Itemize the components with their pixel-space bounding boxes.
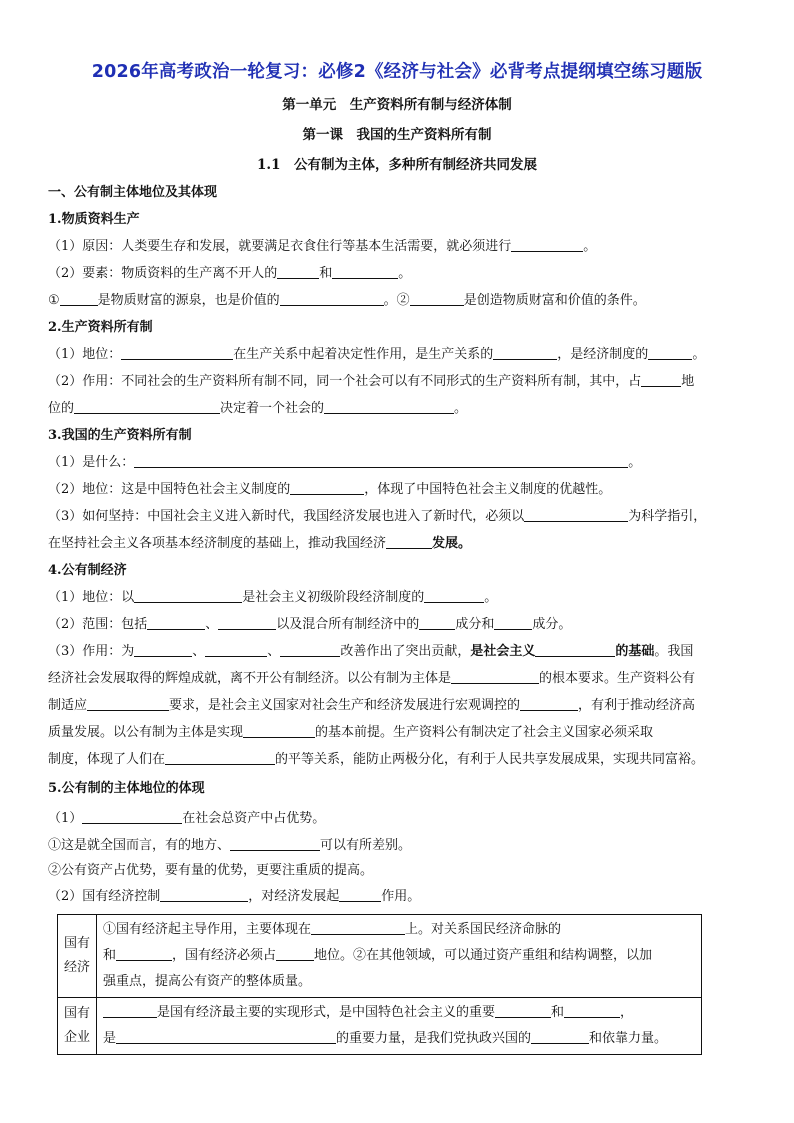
- text-line: 在坚持社会主义各项基本经济制度的基础上，推动我国经济 发展。: [48, 536, 472, 551]
- fill-blank[interactable]: [103, 1003, 157, 1018]
- row-header-state-enterprise: 国有企业: [58, 998, 97, 1055]
- fill-blank[interactable]: [116, 1029, 336, 1044]
- subsection-heading: 3.我国的生产资料所有制: [48, 428, 192, 443]
- subsection-heading: 5.公有制的主体地位的体现: [48, 781, 205, 796]
- text-line: （1）地位： 在生产关系中起着决定性作用，是生产关系的 ，是经济制度的 。: [48, 347, 706, 362]
- subsection-heading: 1.物质资料生产: [48, 212, 140, 227]
- table-row: [58, 915, 702, 998]
- table-cell: 是国有经济最主要的实现形式，是中国特色社会主义的重要 和 ， 是 的重要力量，是我们党执政兴国的 和依靠力量。: [97, 998, 702, 1055]
- text-line: （1）地位：以 是社会主义初级阶段经济制度的 。: [48, 590, 498, 605]
- fill-blank[interactable]: [276, 946, 314, 961]
- text-line: （3）如何坚持：中国社会主义进入新时代，我国经济发展也进入了新时代，必须以 为科学指引，: [48, 509, 707, 524]
- text-line: （1）是什么： 。: [48, 455, 642, 470]
- subsection-heading: 4.公有制经济: [48, 563, 127, 578]
- fill-blank[interactable]: [230, 836, 320, 851]
- fill-blank[interactable]: [451, 669, 539, 684]
- table-cell: ①国有经济起主导作用，主要体现在 上。对关系国民经济命脉的 和 ，国有经济必须占 地位。②在其他领域，可以通过资产重组和结构调整，以加 强重点，提高公有资产的整体质量。: [97, 915, 702, 998]
- table-row: [58, 998, 702, 1055]
- text-line: ②公有资产占优势，要有量的优势，更要注重质的提高。: [48, 863, 374, 878]
- fill-blank[interactable]: [116, 946, 172, 961]
- text-line: 经济社会发展取得的辉煌成就，离不开公有制经济。以公有制为主体是 的根本要求。生产资料公有: [48, 671, 696, 686]
- fill-blank[interactable]: [494, 615, 532, 630]
- fill-blank[interactable]: [495, 1003, 551, 1018]
- fill-blank[interactable]: [165, 750, 275, 765]
- text-line: 制适应 要求，是社会主义国家对社会生产和经济发展进行宏观调控的 ，有利于推动经济高: [48, 698, 696, 713]
- text-line: （2）国有经济控制 ，对经济发展起 作用。: [48, 889, 421, 904]
- text-line: 质量发展。以公有制为主体是实现 的基本前提。生产资料公有制决定了社会主义国家必须采取: [48, 725, 654, 740]
- text-line: ①这是就全国而言，有的地方、 可以有所差别。: [48, 838, 412, 853]
- text-line: 制度，体现了人们在 的平等关系，能防止两极分化，有利于人民共享发展成果，实现共同富裕。: [48, 752, 705, 767]
- section-heading: 一、公有制主体地位及其体现: [48, 185, 218, 200]
- text-line: （1）原因：人类要生存和发展，就要满足衣食住行等基本生活需要，就必须进行 。: [48, 239, 597, 254]
- row-header-state-economy: 国有经济: [58, 915, 97, 998]
- fill-blank[interactable]: [493, 345, 557, 360]
- fill-blank[interactable]: [564, 1003, 620, 1018]
- text-line: （2）作用：不同社会的生产资料所有制不同，同一个社会可以有不同形式的生产资料所有制，其中，占 地: [48, 374, 695, 389]
- fill-blank[interactable]: [386, 534, 432, 549]
- topic-heading: 1.1 公有制为主体，多种所有制经济共同发展: [257, 157, 537, 173]
- fill-blank[interactable]: [134, 588, 242, 603]
- fill-blank[interactable]: [332, 264, 398, 279]
- text-line: （2）要素：物质资料的生产离不开人的 和 。: [48, 266, 412, 281]
- unit-heading: 第一单元 生产资料所有制与经济体制: [282, 97, 512, 113]
- fill-blank[interactable]: [60, 291, 98, 306]
- lesson-heading: 第一课 我国的生产资料所有制: [302, 127, 492, 143]
- text-line: （2）范围：包括 、 以及混合所有制经济中的 成分和 成分。: [48, 617, 572, 632]
- document-title: 2026年高考政治一轮复习：必修2《经济与社会》必背考点提纲填空练习题版: [91, 62, 703, 82]
- fill-blank[interactable]: [641, 372, 681, 387]
- fill-blank[interactable]: [520, 696, 578, 711]
- fill-blank[interactable]: [511, 237, 583, 252]
- text-line: 位的 决定着一个社会的 。: [48, 401, 468, 416]
- text-line: （3）作用：为 、 、 改善作出了突出贡献，是社会主义 的基础。我国: [48, 644, 694, 659]
- fill-blank[interactable]: [205, 642, 267, 657]
- fill-blank[interactable]: [311, 920, 405, 935]
- fill-blank[interactable]: [535, 642, 615, 657]
- fill-blank[interactable]: [134, 453, 628, 468]
- fill-blank[interactable]: [147, 615, 205, 630]
- fill-blank[interactable]: [218, 615, 276, 630]
- fill-blank[interactable]: [524, 507, 628, 522]
- fill-blank[interactable]: [280, 642, 340, 657]
- text-line: （2）地位：这是中国特色社会主义制度的 ，体现了中国特色社会主义制度的优越性。: [48, 482, 612, 497]
- fill-blank[interactable]: [648, 345, 692, 360]
- text-line: ① 是物质财富的源泉，也是价值的 。② 是创造物质财富和价值的条件。: [48, 293, 646, 308]
- fill-blank[interactable]: [531, 1029, 589, 1044]
- fill-blank[interactable]: [424, 588, 484, 603]
- text-line: （1） 在社会总资产中占优势。: [48, 811, 326, 826]
- fill-blank[interactable]: [243, 723, 315, 738]
- fill-blank[interactable]: [74, 399, 220, 414]
- fill-blank[interactable]: [160, 887, 248, 902]
- fill-blank[interactable]: [134, 642, 192, 657]
- fill-blank[interactable]: [290, 480, 364, 495]
- fill-blank[interactable]: [121, 345, 233, 360]
- fill-blank[interactable]: [82, 809, 182, 824]
- fill-blank[interactable]: [410, 291, 464, 306]
- fill-blank[interactable]: [87, 696, 169, 711]
- fill-blank[interactable]: [280, 291, 384, 306]
- state-economy-table: [57, 914, 702, 1055]
- fill-blank[interactable]: [324, 399, 454, 414]
- subsection-heading: 2.生产资料所有制: [48, 320, 153, 335]
- fill-blank[interactable]: [277, 264, 319, 279]
- fill-blank[interactable]: [419, 615, 455, 630]
- fill-blank[interactable]: [339, 887, 381, 902]
